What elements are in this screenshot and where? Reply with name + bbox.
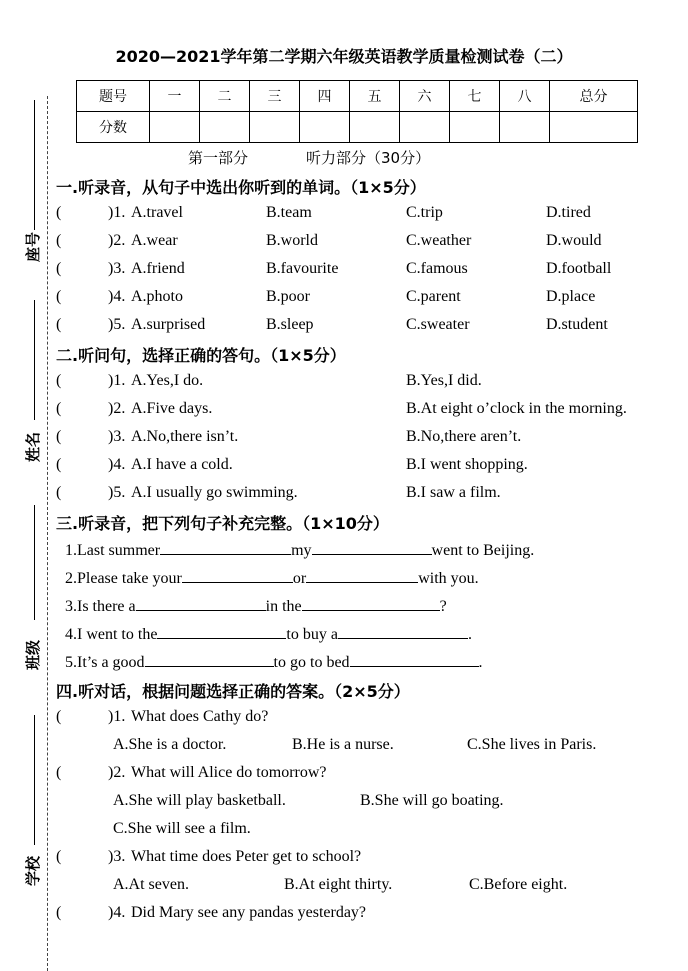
list-item: ( — [56, 904, 62, 921]
list-item: ( — [56, 484, 62, 501]
option-c[interactable]: C.weather — [406, 232, 472, 249]
list-item — [65, 652, 483, 672]
option-b[interactable]: B.I saw a film. — [406, 484, 501, 501]
score-input-cell[interactable] — [250, 112, 300, 143]
option-d[interactable]: D.would — [546, 232, 602, 249]
sentence-part: . — [478, 654, 483, 671]
sentence-part: 5.It’s a good — [65, 654, 145, 671]
score-header-cell: 一 — [150, 81, 200, 112]
list-item: ( — [56, 428, 62, 445]
option-a[interactable]: A.photo — [131, 288, 183, 305]
score-input-cell[interactable] — [450, 112, 500, 143]
answer-blank[interactable] — [302, 596, 440, 611]
seat-line — [34, 100, 35, 230]
score-row-label: 分数 — [77, 112, 150, 143]
class-label: 班级 — [24, 639, 42, 670]
score-header-cell: 二 — [200, 81, 250, 112]
question-number: )1. — [108, 708, 126, 725]
list-item: ( — [56, 456, 62, 473]
option-a[interactable]: A.No,there isn’t. — [131, 428, 239, 445]
score-input-cell[interactable] — [400, 112, 450, 143]
sentence-part: to go to bed — [273, 654, 350, 671]
sentence-part: 1.Last summer — [65, 542, 161, 559]
option-a[interactable]: A.travel — [131, 204, 183, 221]
option-b[interactable]: B.poor — [266, 288, 310, 305]
score-header-cell: 总分 — [550, 81, 638, 112]
option-b[interactable]: B.She will go boating. — [360, 792, 504, 809]
list-item: ( — [56, 260, 62, 277]
option-a[interactable]: A.Yes,I do. — [131, 372, 204, 389]
option-a[interactable]: A.She is a doctor. — [113, 736, 227, 753]
list-item — [65, 568, 479, 588]
list-item: ( — [56, 316, 62, 333]
option-c[interactable]: C.Before eight. — [469, 876, 568, 893]
part-name: 第一部分 — [188, 149, 249, 167]
question-number: )4. — [108, 456, 126, 473]
question-text: What time does Peter get to school? — [131, 848, 362, 865]
question-number: )1. — [108, 204, 126, 221]
section1-title: 一.听录音，从句子中选出你听到的单词。（1×5分） — [56, 178, 426, 197]
option-b[interactable]: B.No,there aren’t. — [406, 428, 522, 445]
answer-blank[interactable] — [182, 568, 293, 583]
answer-blank[interactable] — [157, 624, 286, 639]
option-b[interactable]: B.team — [266, 204, 312, 221]
option-c[interactable]: C.She will see a film. — [113, 820, 251, 837]
question-number: )5. — [108, 484, 126, 501]
question-text: What does Cathy do? — [131, 708, 269, 725]
score-input-cell[interactable] — [550, 112, 638, 143]
list-item: ( — [56, 372, 62, 389]
score-header-cell: 七 — [450, 81, 500, 112]
score-value-row — [77, 112, 638, 143]
option-a[interactable]: A.I have a cold. — [131, 456, 233, 473]
option-b[interactable]: B.I went shopping. — [406, 456, 528, 473]
option-b[interactable]: B.At eight o’clock in the morning. — [406, 400, 627, 417]
name-line — [34, 300, 35, 420]
sentence-part: in the — [265, 598, 302, 615]
option-b[interactable]: B.favourite — [266, 260, 339, 277]
question-number: )2. — [108, 764, 126, 781]
part-heading — [188, 147, 488, 168]
question-number: )3. — [108, 848, 126, 865]
score-header-cell: 四 — [300, 81, 350, 112]
class-line — [34, 505, 35, 620]
sentence-part: to buy a — [286, 626, 338, 643]
question-number: )4. — [108, 288, 126, 305]
question-number: )5. — [108, 316, 126, 333]
option-a[interactable]: A.wear — [131, 232, 178, 249]
sentence-part: or — [292, 570, 307, 587]
option-d[interactable]: D.football — [546, 260, 612, 277]
answer-blank[interactable] — [306, 568, 418, 583]
list-item — [65, 540, 534, 560]
question-text: Did Mary see any pandas yesterday? — [131, 904, 367, 921]
sentence-part: 2.Please take your — [65, 570, 182, 587]
answer-blank[interactable] — [312, 540, 432, 555]
option-a[interactable]: A.friend — [131, 260, 185, 277]
option-b[interactable]: B.At eight thirty. — [284, 876, 393, 893]
list-item: ( — [56, 708, 62, 725]
binding-dashed-line — [47, 96, 48, 971]
option-a[interactable]: A.At seven. — [113, 876, 189, 893]
section3-title: 三.听录音，把下列句子补充完整。（1×10分） — [56, 514, 389, 533]
list-item: ( — [56, 232, 62, 249]
answer-blank[interactable] — [160, 540, 291, 555]
option-d[interactable]: D.student — [546, 316, 608, 333]
list-item: ( — [56, 288, 62, 305]
question-number: )2. — [108, 232, 126, 249]
score-input-cell[interactable] — [350, 112, 400, 143]
sentence-part: 3.Is there a — [65, 598, 136, 615]
part-desc: 听力部分（30分） — [306, 149, 431, 167]
question-number: )2. — [108, 400, 126, 417]
list-item — [65, 624, 472, 644]
sentence-part: . — [467, 626, 472, 643]
option-c[interactable]: C.sweater — [406, 316, 470, 333]
answer-blank[interactable] — [136, 596, 266, 611]
seat-label: 座号 — [24, 231, 42, 262]
section2-title: 二.听问句，选择正确的答句。（1×5分） — [56, 346, 346, 365]
sentence-part: ? — [439, 598, 447, 615]
option-a[interactable]: A.surprised — [131, 316, 206, 333]
list-item: ( — [56, 848, 62, 865]
school-line — [34, 715, 35, 845]
answer-blank[interactable] — [338, 624, 468, 639]
score-header-cell: 六 — [400, 81, 450, 112]
exam-title: 2020—2021学年第二学期六年级英语教学质量检测试卷（二） — [115, 47, 573, 66]
option-a[interactable]: A.I usually go swimming. — [131, 484, 298, 501]
option-b[interactable]: B.Yes,I did. — [406, 372, 482, 389]
sentence-part: 4.I went to the — [65, 626, 158, 643]
question-text: What will Alice do tomorrow? — [131, 764, 327, 781]
question-number: )1. — [108, 372, 126, 389]
score-input-cell[interactable] — [500, 112, 550, 143]
score-header-cell: 八 — [500, 81, 550, 112]
option-c[interactable]: C.She lives in Paris. — [467, 736, 597, 753]
question-number: )4. — [108, 904, 126, 921]
score-input-cell[interactable] — [300, 112, 350, 143]
option-c[interactable]: C.famous — [406, 260, 468, 277]
option-d[interactable]: D.place — [546, 288, 596, 305]
option-b[interactable]: B.He is a nurse. — [292, 736, 394, 753]
score-header-cell: 三 — [250, 81, 300, 112]
option-b[interactable]: B.world — [266, 232, 318, 249]
question-number: )3. — [108, 260, 126, 277]
option-c[interactable]: C.trip — [406, 204, 443, 221]
answer-blank[interactable] — [145, 652, 274, 667]
score-header-cell: 五 — [350, 81, 400, 112]
question-number: )3. — [108, 428, 126, 445]
school-label: 学校 — [24, 855, 42, 886]
sentence-part: with you. — [418, 570, 479, 587]
score-input-cell[interactable] — [200, 112, 250, 143]
score-table — [76, 80, 638, 143]
sentence-part: went to Beijing. — [431, 542, 535, 559]
section4-title: 四.听对话，根据问题选择正确的答案。（2×5分） — [56, 682, 410, 701]
option-a[interactable]: A.She will play basketball. — [113, 792, 286, 809]
list-item: ( — [56, 764, 62, 781]
list-item — [65, 596, 447, 616]
option-d[interactable]: D.tired — [546, 204, 591, 221]
option-b[interactable]: B.sleep — [266, 316, 314, 333]
option-a[interactable]: A.Five days. — [131, 400, 213, 417]
name-label: 姓名 — [24, 431, 42, 462]
answer-blank[interactable] — [350, 652, 479, 667]
score-header-row — [77, 81, 638, 112]
score-input-cell[interactable] — [150, 112, 200, 143]
score-header-cell: 题号 — [77, 81, 150, 112]
list-item: ( — [56, 400, 62, 417]
sentence-part: my — [291, 542, 312, 559]
option-c[interactable]: C.parent — [406, 288, 461, 305]
list-item: ( — [56, 204, 62, 221]
